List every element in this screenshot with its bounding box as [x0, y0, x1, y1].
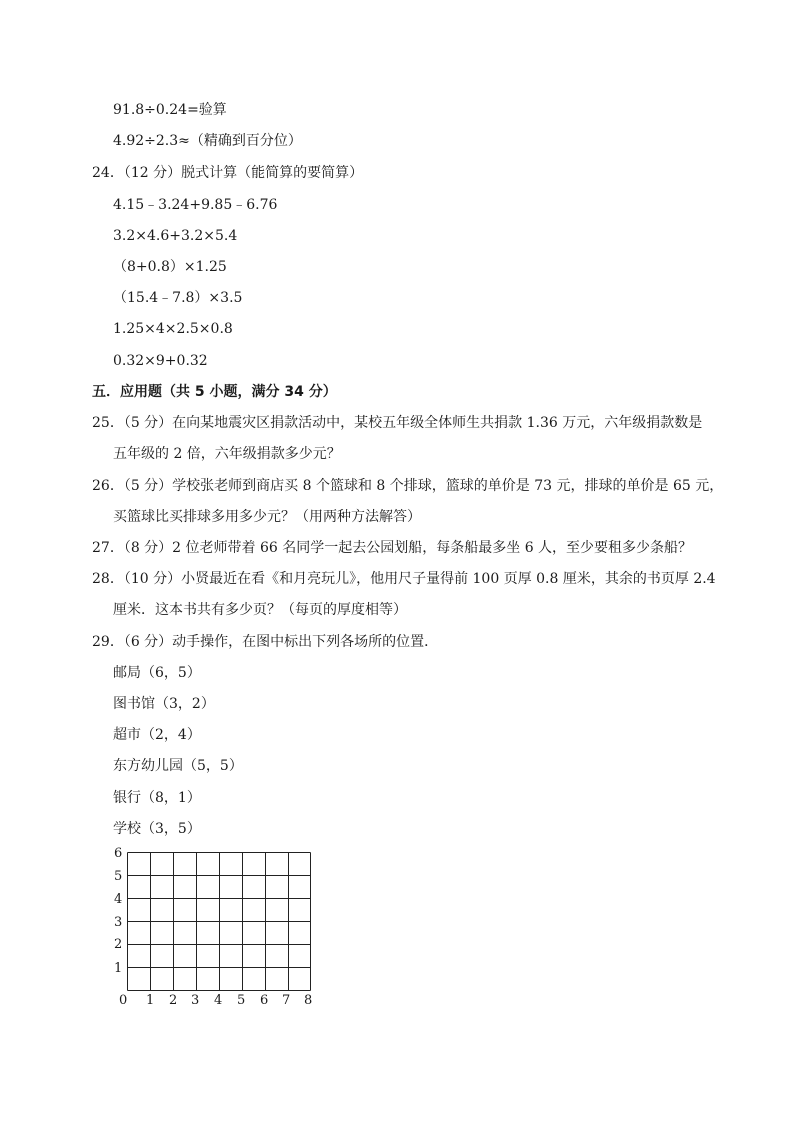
x-label-3: 3 [191, 993, 200, 1008]
place-school: 学校（3，5） [113, 821, 201, 837]
place-post-office: 邮局（6，5） [113, 665, 201, 681]
question-28-line-1: 28．（10 分）小贤最近在看《和月亮玩儿》，他用尺子量得前 100 页厚 0.8 厘米，其余的书页厚 2.4 [92, 571, 716, 587]
y-label-5: 5 [114, 869, 123, 884]
x-label-1: 1 [146, 993, 155, 1008]
expression-2: 3.2×4.6+3.2×5.4 [113, 228, 238, 244]
x-label-4: 4 [214, 993, 223, 1008]
grid-lines [110, 843, 320, 1013]
expression-1: 4.15﹣3.24+9.85﹣6.76 [113, 197, 278, 213]
place-bank: 银行（8，1） [113, 790, 201, 806]
expression-3: （8+0.8）×1.25 [113, 259, 227, 275]
question-28-line-2: 厘米．这本书共有多少页？（每页的厚度相等） [113, 602, 407, 618]
division-approx-problem: 4.92÷2.3≈（精确到百分位） [113, 133, 302, 149]
question-25-line-2: 五年级的 2 倍，六年级捐款多少元？ [113, 446, 341, 462]
place-kindergarten: 东方幼儿园（5，5） [113, 758, 243, 774]
x-label-0: 0 [119, 993, 128, 1008]
place-library: 图书馆（3，2） [113, 696, 215, 712]
question-26-line-1: 26．（5 分）学校张老师到商店买 8 个篮球和 8 个排球，篮球的单价是 73 元，排球的单价是 65 元， [92, 478, 724, 494]
y-label-4: 4 [114, 892, 123, 907]
expression-5: 1.25×4×2.5×0.8 [113, 321, 233, 337]
x-label-7: 7 [282, 993, 291, 1008]
question-25-line-1: 25．（5 分）在向某地震灾区捐款活动中，某校五年级全体师生共捐款 1.36 万元，六年级捐款数是 [92, 415, 703, 431]
expression-6: 0.32×9+0.32 [113, 353, 208, 369]
expression-4: （15.4﹣7.8）×3.5 [113, 290, 243, 306]
question-24-title: 24．（12 分）脱式计算（能简算的要简算） [92, 165, 364, 181]
x-label-2: 2 [169, 993, 178, 1008]
question-29: 29．（6 分）动手操作，在图中标出下列各场所的位置． [92, 634, 439, 650]
y-label-1: 1 [114, 961, 123, 976]
question-27: 27．（8 分）2 位老师带着 66 名同学一起去公园划船，每条船最多坐 6 人，至少要租多少条船？ [92, 540, 693, 556]
x-label-5: 5 [237, 993, 246, 1008]
x-label-6: 6 [260, 993, 269, 1008]
place-supermarket: 超市（2，4） [113, 727, 201, 743]
coordinate-grid[interactable] [110, 843, 320, 1013]
division-check-problem: 91.8÷0.24=验算 [113, 102, 227, 118]
y-label-2: 2 [114, 937, 123, 952]
section-heading: 五．应用题（共 5 小题，满分 34 分） [92, 384, 337, 400]
y-label-6: 6 [114, 846, 123, 861]
x-label-8: 8 [304, 993, 313, 1008]
y-label-3: 3 [114, 915, 123, 930]
question-26-line-2: 买篮球比买排球多用多少元？（用两种方法解答） [113, 509, 421, 525]
